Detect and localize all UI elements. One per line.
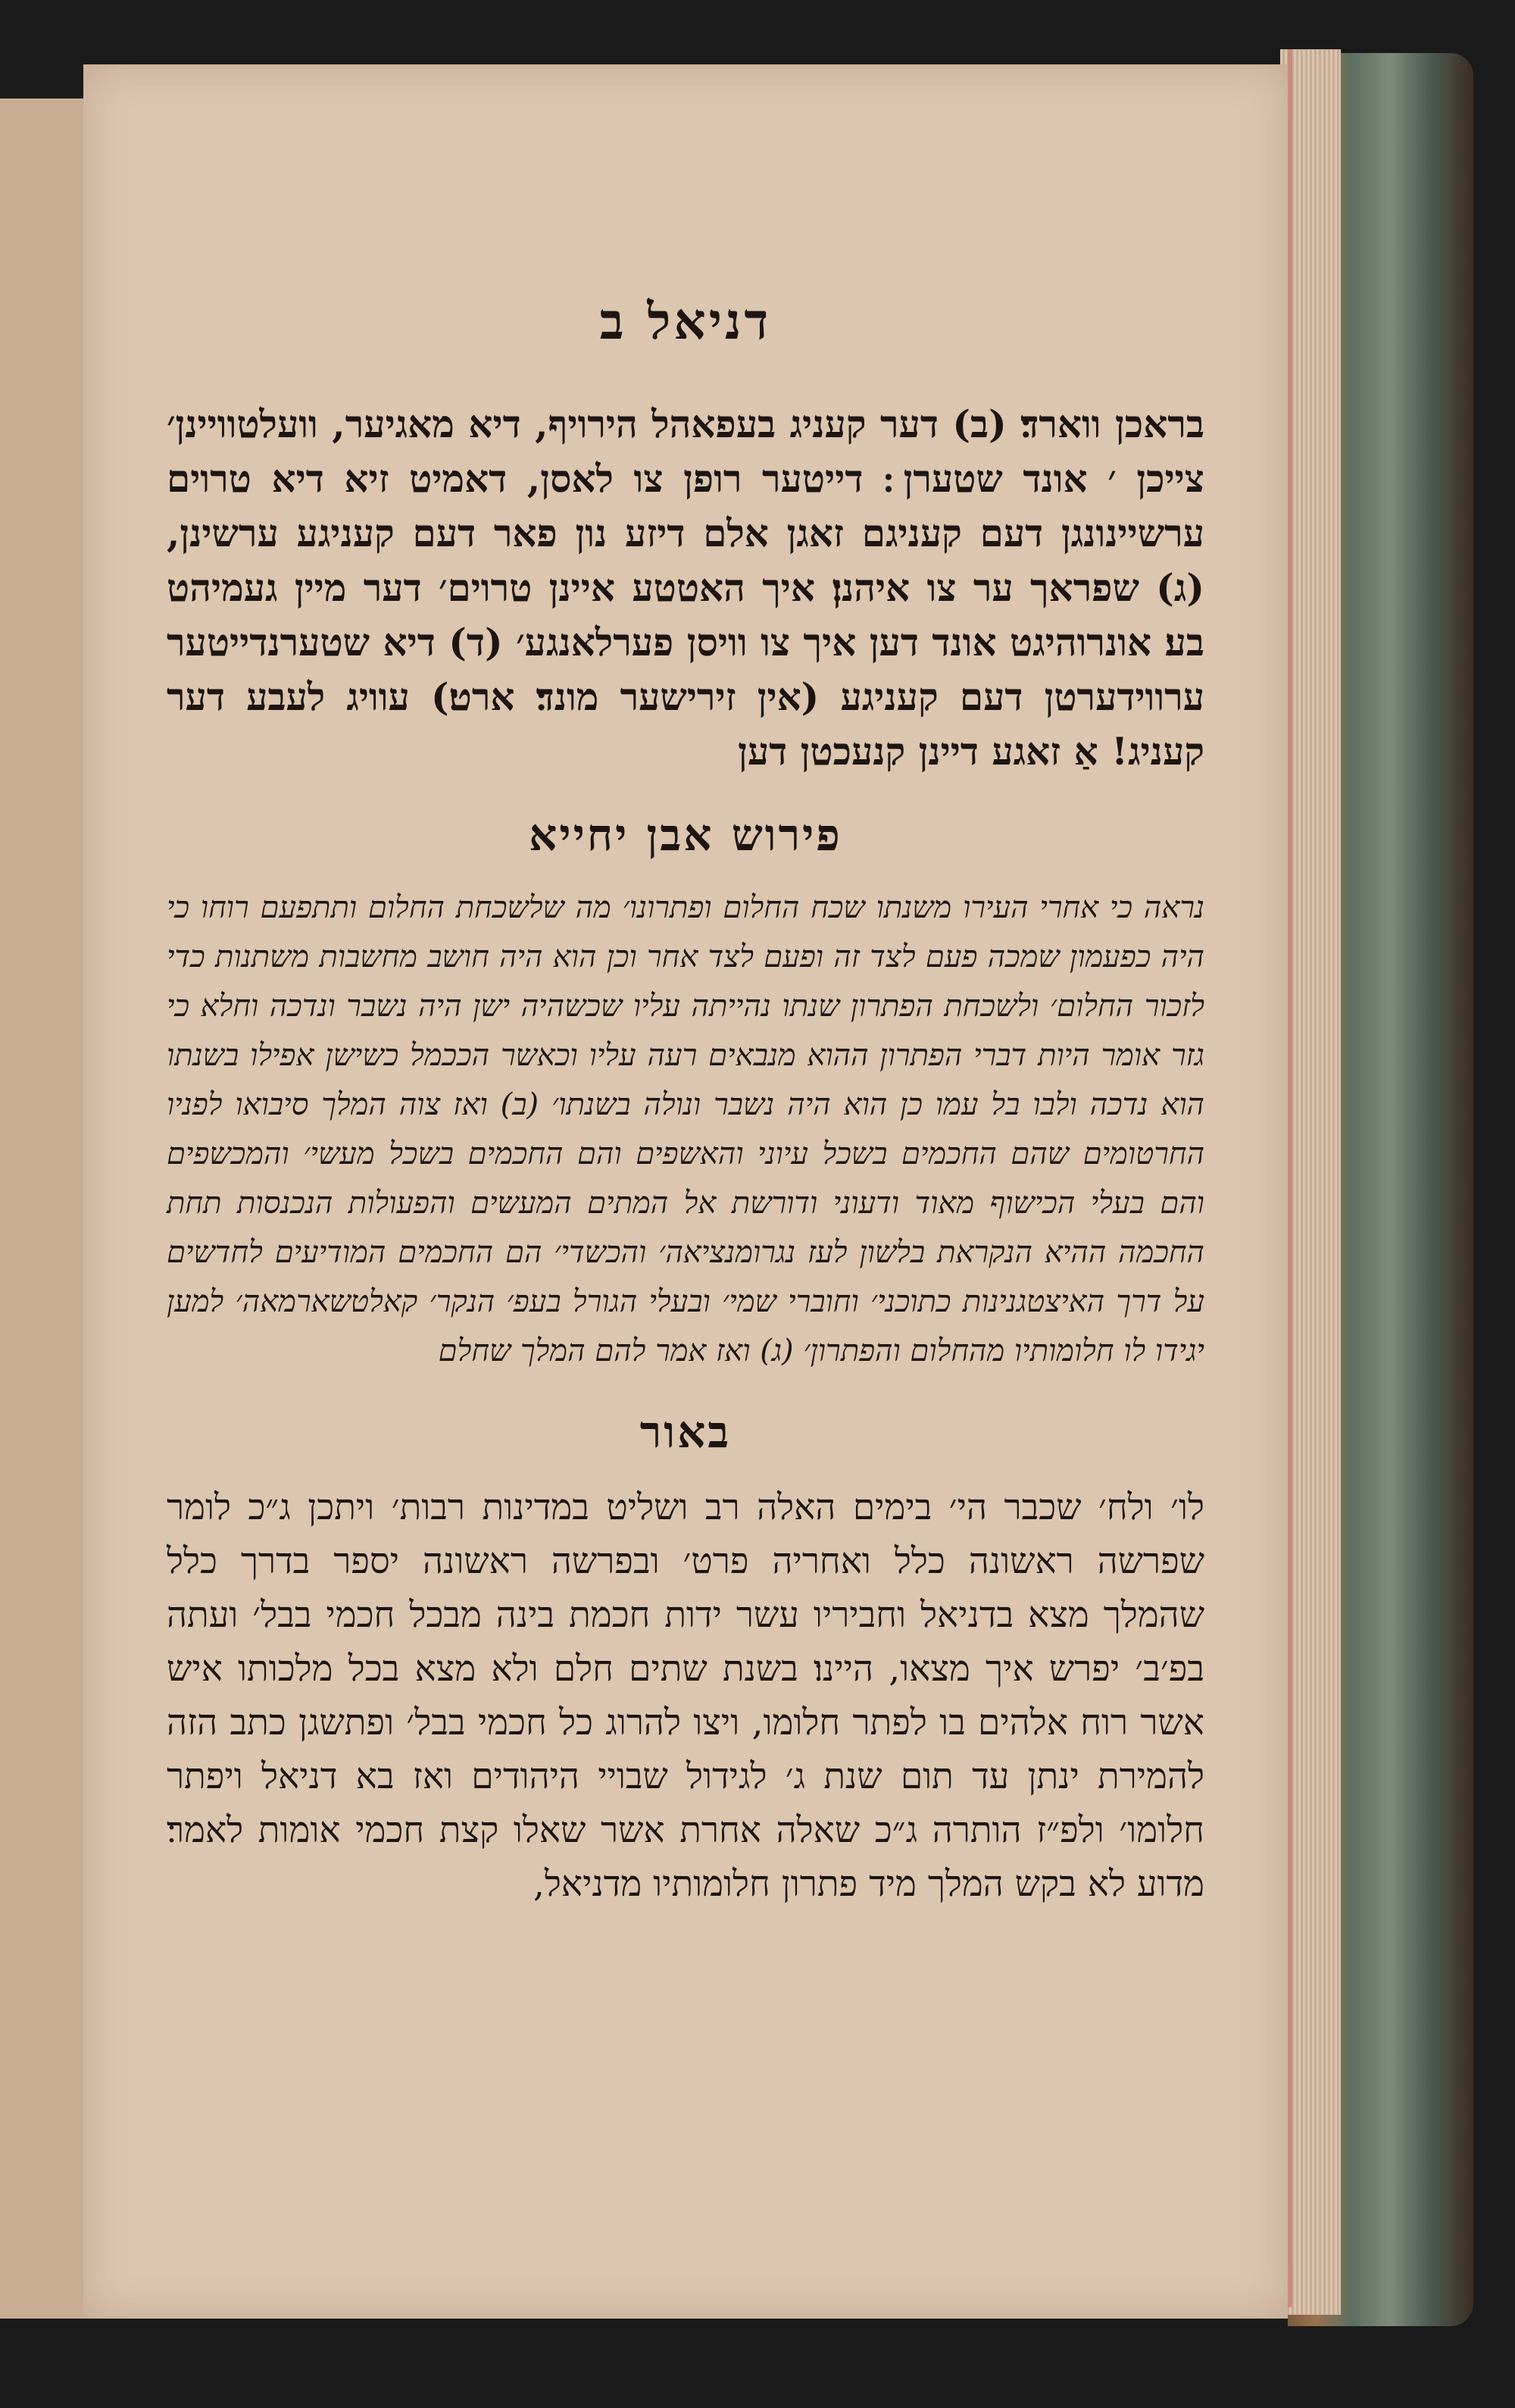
facing-page-edge	[0, 99, 86, 2319]
page-edge-red-line	[1288, 49, 1292, 2307]
commentary-beur-text: לו׳ ולח׳ שכבר הי׳ בימים האלה רב ושליט במדינות רבות׳ ויתכן ג״כ לומר שפרשה ראשונה כלל ואחריה פרט׳ ובפרשה ראשונה יספר בדרך כלל שהמלך מצא בדניאל וחביריו עשר ידות חכמת בינה מבכל חכמי בבל׳ ועתה בפ׳ב׳ יפרש איך מצאו, היינו׃ בשנת שתים חלם ולא מצא בכל מלכותו איש אשר רוח אלהים בו לפתר חלומו, ויצו להרוג כל חכמי בבל׳ ופתשגן כתב הזה להמירת ינתן עד תום שנת ג׳ לגידול שבויי היהודים ואז בא דניאל ויפתר חלומו׳ ולפ״ז הותרה ג״כ שאלה אחרת אשר שאלו קצת חכמי אומות לאמר׃ מדוע לא בקש המלך מיד פתרון חלומותיו מדניאל,	[167, 1487, 1204, 1905]
page-content	[167, 216, 1204, 1911]
book-page	[83, 64, 1288, 2319]
yiddish-translation-paragraph: בראכן ווארד׃ (ב) דער קעניג בעפאהל הירויף, דיא מאגיער, וועלטוויינן׳ צייכן ׳ אונד שטערן ׃ דייטער רופן צו לאסן, דאמיט זיא דיא טרוים ערשיינונגן דעם קעניגם זאגן אלם דיזע נון פאר דעם קעניגע ערשינן, (ג) שפראך ער צו איהנן׃ איך האטטע איינן טרוים׳ דער מיין געמיהט בע׃ אונרוהיגט אונד דען איך צו וויסן פערלאנגע׳ (ד) דיא שטערנדייטער ערווידערטן דעם קעניגע (אין זירישער מונד׃ ארט׃) עוויג לעבע דער קעניג! אַ זאגע דיינן קנעכטן דען	[167, 402, 1204, 774]
commentary-title-beur: באור	[639, 1406, 732, 1458]
running-head: דניאל ב	[599, 292, 772, 351]
commentary-ibn-yahya-text: נראה כי אחרי העירו משנתו שכח החלום ופתרונו׳ מה שלשכחת החלום ותתפעם רוחו כי היה כפעמון שמכה פעם לצד זה ופעם לצד אחר וכן הוא היה חושב מחשבות משתנות כדי לזכור החלום׳ ולשכחת הפתרון שנתו נהייתה עליו שכשהיה ישן היה נשבר ונדכה וחלא כי גזר אומר היות דברי הפתרון ההוא מנבאים רעה עליו וכאשר הככמל כשישן אפילו בשנתו הוא נדכה ולבו בל עמו כן הוא היה נשבר ונולה בשנתו׳ (ב) ואז צוה המלך סיבואו לפניו החרטומים שהם החכמים בשכל עיוני והאשפים והם החכמים בשכל מעשי׳ והמכשפים והם בעלי הכישוף מאוד ודעוני ודורשת אל המתים המעשים והפעולות הנכנסות תחת החכמה ההיא הנקראת בלשון לעז נגרומנציאה׳ והכשדי׳ הם החכמים המודיעים לחדשים על דרך האיצטגנינות כתוכני׳ וחוברי שמי׳ ובעלי הגורל בעפ׳ הנקר׳ קאלטשארמאה׳ למען יגידו לו חלומותיו מהחלום והפתרון׳ (ג) ואז אמר להם המלך שחלם	[167, 890, 1205, 1368]
commentary-title-ibn-yahya: פירוש אבן יחייא	[529, 809, 842, 861]
